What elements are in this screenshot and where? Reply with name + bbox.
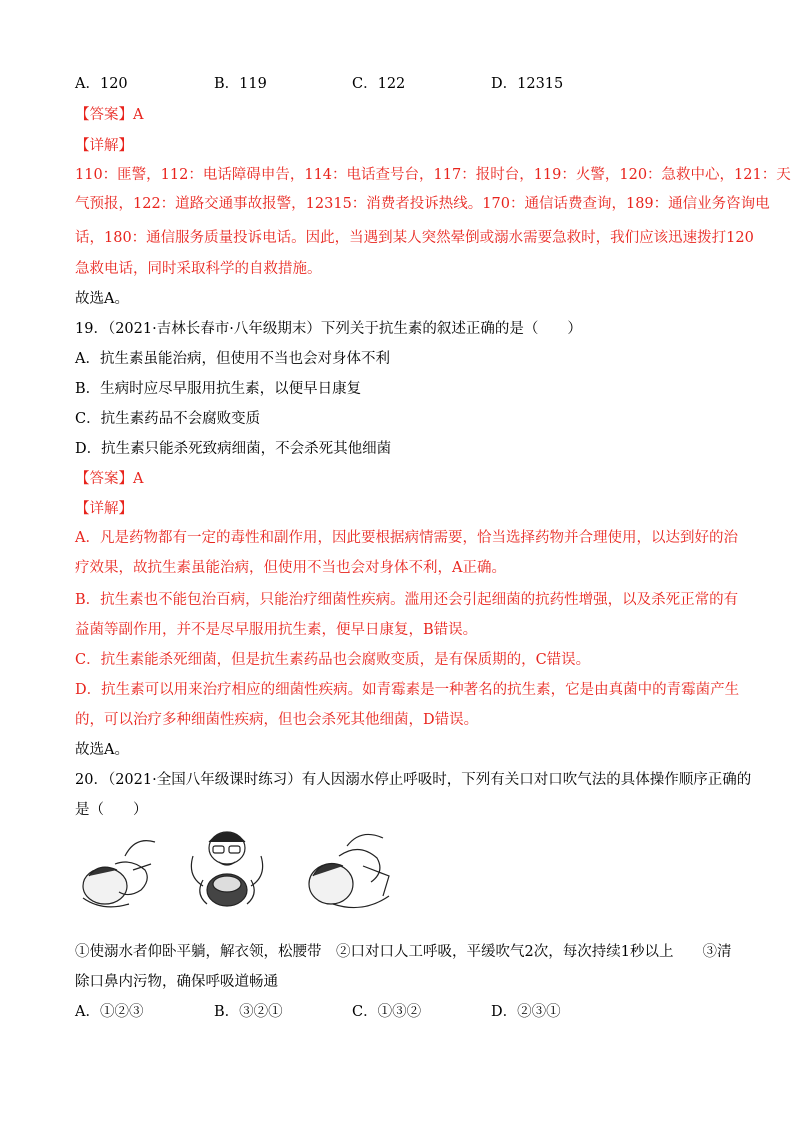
illustration-rescuer-breathing bbox=[183, 826, 273, 914]
q18-detail-line: 气预报，122：道路交通事故报警，12315：消费者投诉热线。170：通信话费查询，189：通信业务咨询电 bbox=[75, 196, 770, 212]
q19-option-d: D．抗生素只能杀死致病细菌，不会杀死其他细菌 bbox=[75, 441, 392, 457]
q20-steps-line: ①使溺水者仰卧平躺，解衣领，松腰带 ②口对口人工呼吸，平缓吹气2次，每次持续1秒以上 ③清 bbox=[75, 944, 732, 960]
q18-option-c: C．122 bbox=[352, 76, 406, 92]
q18-detail-line: 话，180：通信服务质量投诉电话。因此，当遇到某人突然晕倒或溺水需要急救时，我们应该迅速拨打120 bbox=[75, 230, 754, 246]
q20-steps-line: 除口鼻内污物，确保呼吸道畅通 bbox=[75, 974, 278, 990]
q20-option-b: B．③②① bbox=[214, 1004, 283, 1020]
q19-detail-line: B．抗生素也不能包治百病，只能治疗细菌性疾病。滥用还会引起细菌的抗药性增强，以及杀死正常的有 bbox=[75, 592, 739, 608]
q19-detail-line: 益菌等副作用，并不是尽早服用抗生素，便早日康复，B错误。 bbox=[75, 622, 478, 638]
illustration-clear-airway bbox=[75, 826, 159, 912]
q18-option-d: D．12315 bbox=[491, 76, 564, 92]
q18-answer: 【答案】A bbox=[75, 107, 144, 123]
q18-option-b: B．119 bbox=[214, 76, 267, 92]
q19-option-c: C．抗生素药品不会腐败变质 bbox=[75, 411, 261, 427]
q18-detail-line: 急救电话，同时采取科学的自救措施。 bbox=[75, 261, 322, 277]
q19-answer: 【答案】A bbox=[75, 471, 144, 487]
q20-option-d: D．②③① bbox=[491, 1004, 561, 1020]
q20-stem-line: 20．（2021·全国八年级课时练习）有人因溺水停止呼吸时，下列有关口对口吹气法的具体操作顺序正确的 bbox=[75, 772, 752, 788]
q19-detail-line: 疗效果，故抗生素虽能治病，但使用不当也会对身体不利，A正确。 bbox=[75, 560, 506, 576]
q19-detail-line: D．抗生素可以用来治疗相应的细菌性疾病。如青霉素是一种著名的抗生素，它是由真菌中的青霉菌产生 bbox=[75, 682, 740, 698]
q20-option-c: C．①③② bbox=[352, 1004, 422, 1020]
q18-detail-line: 110：匪警，112：电话障碍申告，114：电话查号台，117：报时台，119：火警，120：急救中心，121：天 bbox=[75, 167, 791, 183]
q19-detail-line: A．凡是药物都有一定的毒性和副作用，因此要根据病情需要，恰当选择药物并合理使用，以达到好的治 bbox=[75, 530, 738, 546]
q20-stem-line: 是（ ） bbox=[75, 802, 148, 818]
illustration-open-airway bbox=[303, 826, 393, 914]
q20-option-a: A．①②③ bbox=[75, 1004, 144, 1020]
rescue-illustrations bbox=[75, 826, 395, 914]
q19-option-a: A．抗生素虽能治病，但使用不当也会对身体不利 bbox=[75, 351, 390, 367]
q19-detail-line: 的，可以治疗多种细菌性疾病，但也会杀死其他细菌，D错误。 bbox=[75, 712, 479, 728]
q19-detail-title: 【详解】 bbox=[75, 501, 133, 517]
q19-option-b: B．生病时应尽早服用抗生素，以便早日康复 bbox=[75, 381, 362, 397]
q19-conclusion: 故选A。 bbox=[75, 742, 129, 758]
q18-conclusion: 故选A。 bbox=[75, 291, 129, 307]
q18-detail-title: 【详解】 bbox=[75, 138, 133, 154]
q19-stem: 19．（2021·吉林长春市·八年级期末）下列关于抗生素的叙述正确的是（ ） bbox=[75, 321, 582, 337]
q18-option-a: A．120 bbox=[75, 76, 128, 92]
q19-detail-line: C．抗生素能杀死细菌，但是抗生素药品也会腐败变质，是有保质期的，C错误。 bbox=[75, 652, 591, 668]
